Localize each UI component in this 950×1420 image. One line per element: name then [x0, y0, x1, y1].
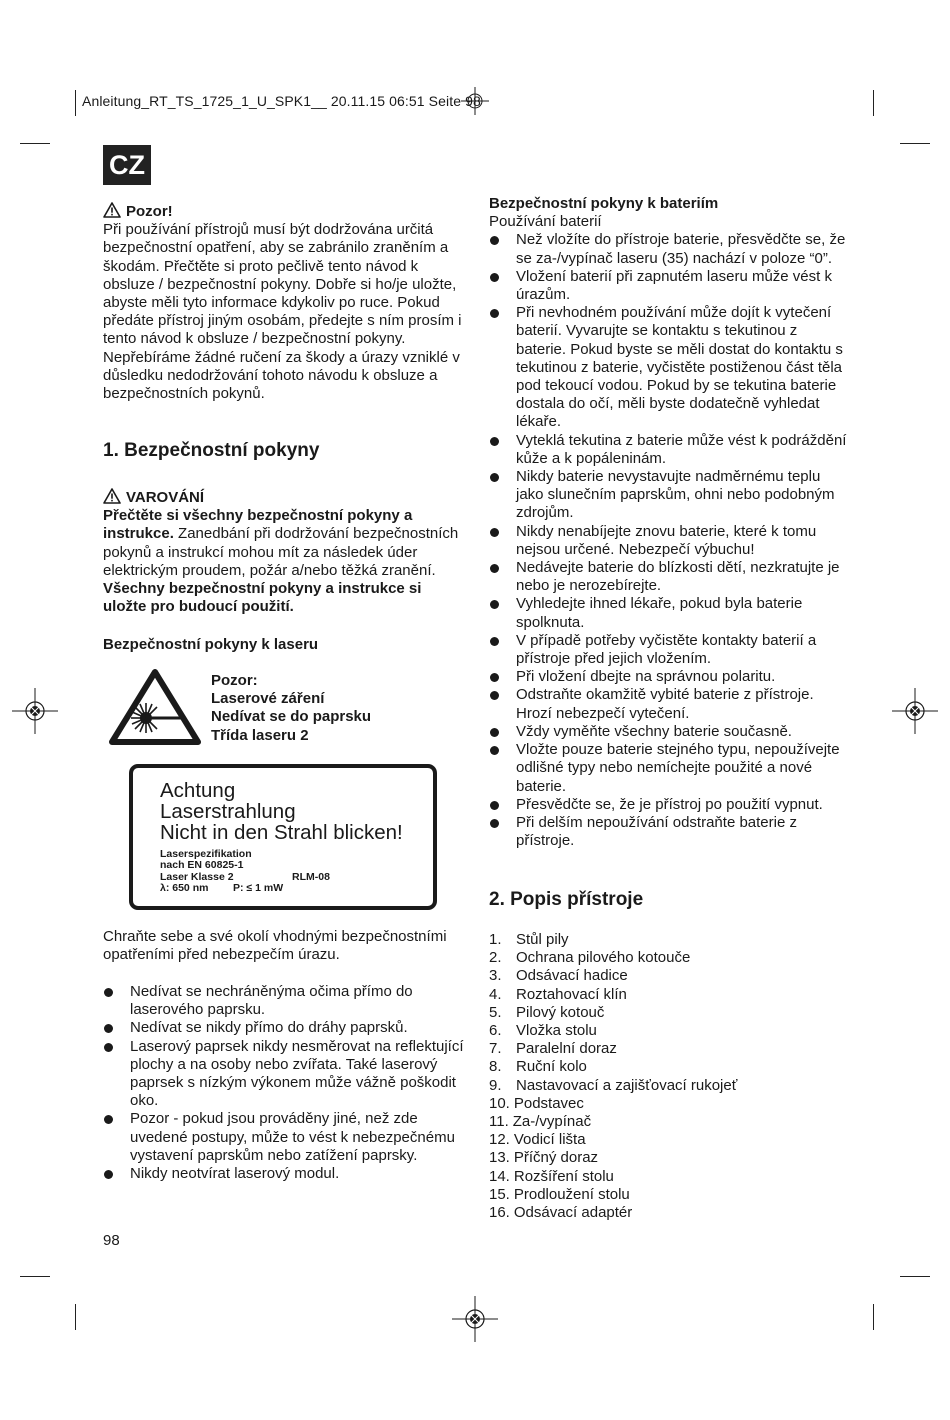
- list-item: 12. Vodicí lišta: [489, 1131, 586, 1149]
- list-item: 2. Ochrana pilového kotouče: [489, 949, 691, 967]
- list-item: Vyhledejte ihned lékaře, pokud byla baterie spolknuta.: [489, 595, 849, 631]
- list-item: Při nevhodném používání může dojít k vytečení baterií. Vyvarujte se kontaktu s tekutinou z baterie. Pokud byste se měli dostat do kontaktu s tekutinou z baterie, vyčistěte postiženou část těla pod tekoucí vodou. Pokud by se tekutina baterie dostala do očí, měli byste dodatečně vyhledat lékaře.: [489, 304, 849, 431]
- laser-bullet-list: [103, 983, 465, 1183]
- list-item: Laserový paprsek nikdy nesměrovat na reflektující plochy a na osoby nebo zvířata. Také laserový paprsek s nízkým výkonem může vážně poškodit oko.: [103, 1038, 465, 1111]
- laser-label-line: Třída laseru 2: [211, 726, 309, 744]
- list-item: Pozor - pokud jsou prováděny jiné, než zde uvedené postupy, může to vést k nebezpečnému vystavení paprskům nebo zatížení paprsky.: [103, 1110, 465, 1165]
- crop-mark: [900, 143, 930, 144]
- section-1-title: 1. Bezpečnostní pokyny: [103, 440, 320, 461]
- warning-heading: [103, 488, 465, 507]
- list-item: 7. Paralelní doraz: [489, 1040, 617, 1058]
- list-item: 10. Podstavec: [489, 1094, 584, 1112]
- list-item: 1. Stůl pily: [489, 931, 569, 948]
- list-item: Při vložení dbejte na správnou polaritu.: [489, 668, 849, 686]
- laser-label-line: Pozor:: [211, 672, 258, 689]
- laser-model: RLM-08: [292, 871, 330, 883]
- list-item: Vyteklá tekutina z baterie může vést k podráždění kůže a k popáleninám.: [489, 432, 849, 468]
- laser-spec-line: Laser Klasse 2: [160, 871, 234, 883]
- list-item: Nikdy nenabíjejte znovu baterie, které k tomu nejsou určené. Nebezpečí výbuchu!: [489, 523, 849, 559]
- crop-mark: [20, 143, 50, 144]
- list-item: 8. Ruční kolo: [489, 1058, 587, 1076]
- warning-triangle-icon: [103, 202, 121, 218]
- list-item: 13. Příčný doraz: [489, 1149, 599, 1167]
- warning-bold-keep: Všechny bezpečnostní pokyny a instrukce si uložte pro budoucí použití.: [103, 580, 422, 616]
- laser-info-box: [129, 764, 437, 910]
- crop-mark: [873, 90, 874, 116]
- list-item: 3. Odsávací hadice: [489, 967, 628, 985]
- registration-mark-icon: [452, 1296, 498, 1342]
- list-item: 15. Prodloužení stolu: [489, 1185, 630, 1203]
- list-item: Odstraňte okamžitě vybité baterie z přístroje. Hrozí nebezpečí vytečení.: [489, 686, 849, 722]
- left-column: [103, 202, 465, 403]
- language-badge: CZ: [103, 145, 151, 185]
- list-item: 11. Za-/vypínač: [489, 1113, 592, 1131]
- list-item: 14. Rozšíření stolu: [489, 1167, 614, 1185]
- laser-warning-icon: [108, 668, 202, 746]
- caution-title: Pozor!: [126, 203, 173, 220]
- laser-box-line: Nicht in den Strahl blicken!: [160, 821, 403, 844]
- list-item: Vložte pouze baterie stejného typu, nepoužívejte odlišné typy nebo nemíchejte použité a nové baterie.: [489, 741, 849, 796]
- caution-text: Při používání přístrojů musí být dodržována určitá bezpečnostní opatření, aby se zabránilo zraněním a škodám. Přečtěte si proto pečlivě tento návod k obsluze / bezpečnostní pokyny. Dobře si ho/je uložte, abyste měli tyto informace kdykoliv po ruce. Pokud předáte přístroj jiným osobám, předejte s ním prosím i tento návod k obsluze / bezpečnostní pokyny. Nepřebíráme žádné ručení za škody a úrazy vzniklé v důsledku nedodržování tohoto návodu k obsluze a bezpečnostních pokynů.: [103, 221, 462, 403]
- battery-bullet-list: [489, 231, 849, 850]
- list-item: 6. Vložka stolu: [489, 1022, 597, 1040]
- warning-text: Zanedbání při dodržování bezpečnostních pokynů a instrukcí mohou mít za následek úder elektrickým proudem, požár a/nebo těžká zranění.: [103, 525, 459, 579]
- warning-paragraph: [103, 507, 465, 580]
- laser-power: P: ≤ 1 mW: [233, 882, 284, 894]
- warning-bold-lead: Přečtěte si všechny bezpečnostní pokyny a instrukce.: [103, 507, 413, 543]
- list-item: Než vložíte do přístroje baterie, přesvědčte se, že se za-/vypínač laseru (35) nachází v poloze “0”.: [489, 231, 849, 267]
- list-item: Nedávejte baterie do blízkosti dětí, nezkratujte je nebo je nerozebírejte.: [489, 559, 849, 595]
- page-number: 98: [103, 1232, 120, 1249]
- laser-box-line: Laserstrahlung: [160, 800, 296, 823]
- protect-text: Chraňte sebe a své okolí vhodnými bezpečnostními opatřeními před nebezpečím úrazu.: [103, 928, 447, 964]
- laser-label-line: Laserové záření: [211, 690, 325, 708]
- laser-wavelength: λ: 650 nm: [160, 882, 209, 894]
- crop-mark: [75, 90, 76, 116]
- list-item: 4. Roztahovací klín: [489, 985, 627, 1003]
- crop-mark: [900, 1276, 930, 1277]
- list-item: Vložení baterií při zapnutém laseru může vést k úrazům.: [489, 268, 849, 304]
- laser-spec-line: Laserspezifikation: [160, 848, 252, 860]
- crop-mark: [20, 1276, 50, 1277]
- crop-mark: [873, 1304, 874, 1330]
- print-header: Anleitung_RT_TS_1725_1_U_SPK1__ 20.11.15 06:51 Seite 98: [82, 93, 481, 109]
- caution-heading: [103, 202, 465, 221]
- list-item: 5. Pilový kotouč: [489, 1003, 605, 1021]
- warning-triangle-icon: [103, 488, 121, 504]
- list-item: Při delším nepoužívání odstraňte baterie z přístroje.: [489, 814, 849, 850]
- laser-spec-line: nach EN 60825-1: [160, 859, 244, 871]
- battery-block: [489, 195, 849, 850]
- list-item: V případě potřeby vyčistěte kontakty baterií a přístroje před jejich vložením.: [489, 632, 849, 668]
- registration-mark-icon: [892, 688, 938, 734]
- parts-list: [489, 931, 849, 1222]
- warning-block: [103, 488, 465, 616]
- list-item: Nedívat se nechráněnýma očima přímo do laserového paprsku.: [103, 983, 465, 1019]
- list-item: Nedívat se nikdy přímo do dráhy paprsků.: [103, 1019, 465, 1037]
- section-2-title: 2. Popis přístroje: [489, 889, 644, 910]
- battery-subtitle: Používání baterií: [489, 213, 602, 231]
- crop-mark: [75, 1304, 76, 1330]
- laser-heading: Bezpečnostní pokyny k laseru: [103, 636, 319, 653]
- battery-title: Bezpečnostní pokyny k bateriím: [489, 195, 719, 212]
- list-item: Nikdy baterie nevystavujte nadměrnému teplu jako slunečním paprskům, ohni nebo podobným zdrojům.: [489, 468, 849, 523]
- list-item: 9. Nastavovací a zajišťovací rukojeť: [489, 1076, 738, 1094]
- laser-box-title: Achtung: [160, 779, 236, 802]
- warning-title: VAROVÁNÍ: [126, 489, 205, 506]
- list-item: 16. Odsávací adaptér: [489, 1204, 633, 1222]
- laser-label-line: Nedívat se do paprsku: [211, 708, 372, 726]
- registration-mark-icon: [12, 688, 58, 734]
- laser-label: [211, 672, 371, 745]
- list-item: Nikdy neotvírat laserový modul.: [103, 1165, 465, 1183]
- list-item: Přesvědčte se, že je přístroj po použití vypnut.: [489, 796, 849, 814]
- list-item: Vždy vyměňte všechny baterie současně.: [489, 723, 849, 741]
